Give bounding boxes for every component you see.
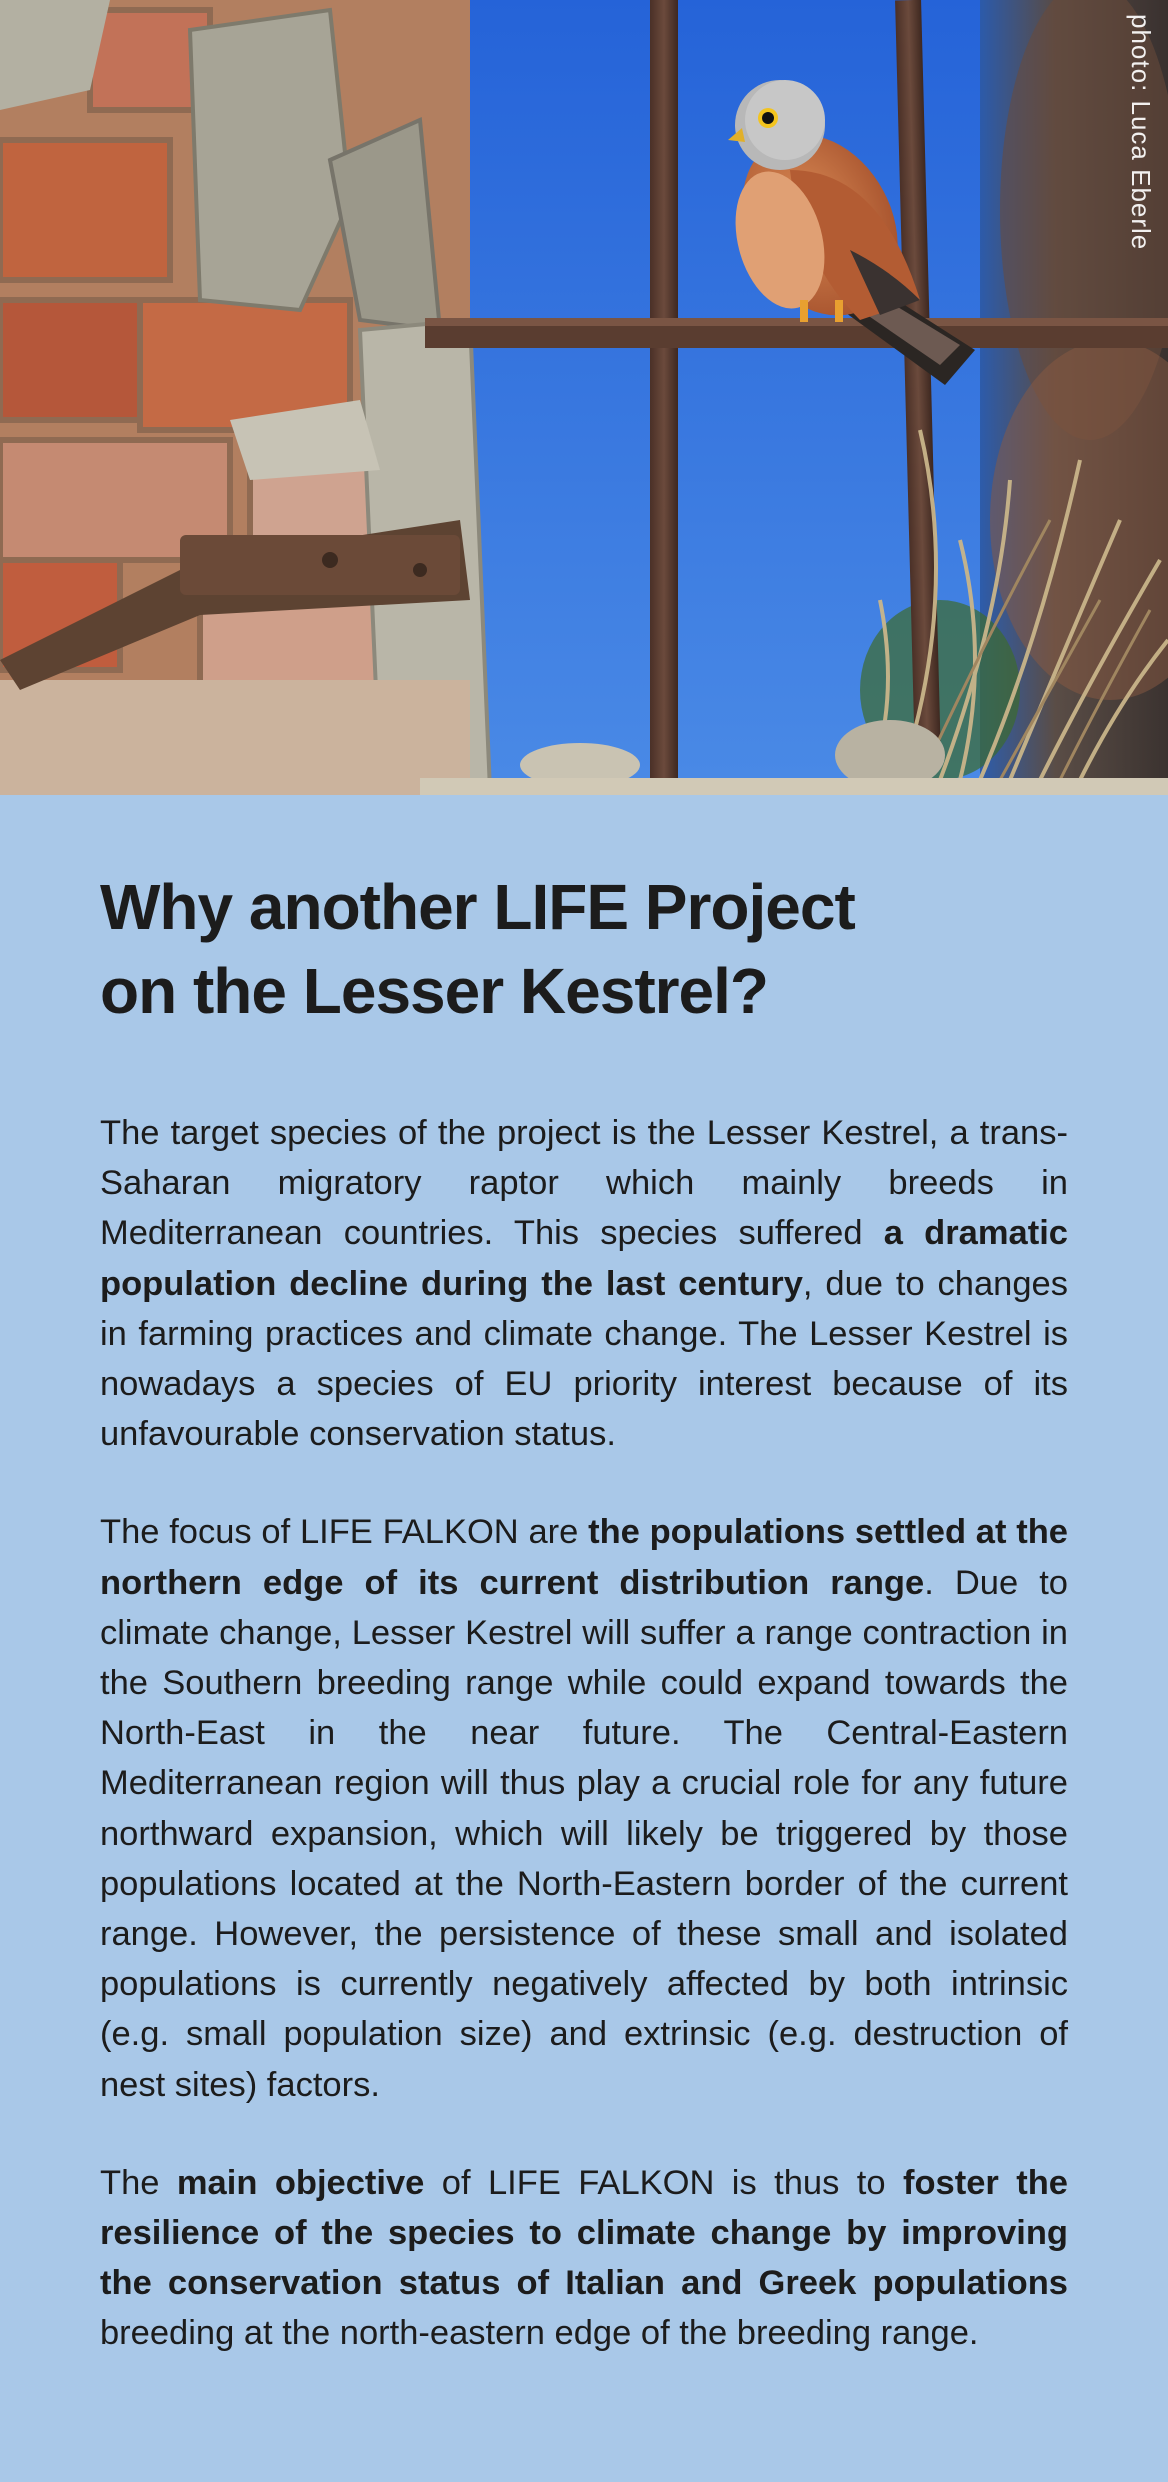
title-line-2: on the Lesser Kestrel? xyxy=(100,955,768,1027)
header-photo xyxy=(0,0,1168,795)
paragraph-1 xyxy=(100,1108,1068,1459)
photo-credit: photo: Luca Eberle xyxy=(1126,14,1156,251)
paragraph-1-run-2: a dramatic population decline during the last century xyxy=(100,1214,1068,1303)
paragraph-1-run-3: , due to changes in farming practices and climate change. The Lesser Kestrel is nowadays a species of EU priority interest because of its unfavourable conservation status. xyxy=(100,1264,1068,1454)
paragraph-2-run-2: the populations settled at the northern edge of its current distribution range xyxy=(100,1513,1068,1602)
paragraph-1-run-1: The target species of the project is the Lesser Kestrel, a trans-Saharan migratory raptor which mainly breeds in Mediterranean countries. This species suffered xyxy=(100,1114,1068,1253)
title-line-1: Why another LIFE Project xyxy=(100,871,855,943)
paragraph-2-run-1: The focus of LIFE FALKON are xyxy=(100,1513,589,1552)
paragraph-3-run-2: main objective xyxy=(176,2163,425,2202)
paragraph-2-run-3: . Due to climate change, Lesser Kestrel will suffer a range contraction in the Southern breeding range while could expand towards the North-East in the near future. The Central-Eastern Mediterranean region will thus play a crucial role for any future northward expansion, which will likely be triggered by those populations located at the North-Eastern border of the current range. However, the persistence of these small and isolated populations is currently negatively affected by both intrinsic (e.g. small population size) and extrinsic (e.g. destruction of nest sites) factors. xyxy=(100,1563,1068,2104)
page-title xyxy=(100,795,1068,1033)
paragraph-3-run-1: The xyxy=(100,2163,177,2202)
paragraph-3-run-4: foster the resilience of the species to climate change by improving the conservation status of Italian and Greek populations xyxy=(100,2163,1068,2303)
kestrel-photo-illustration xyxy=(0,0,1168,795)
article-content xyxy=(100,795,1068,2359)
paragraph-2 xyxy=(100,1507,1068,2109)
paragraph-3-run-3: of LIFE FALKON is thus to xyxy=(424,2163,903,2202)
paragraph-3-run-5: breeding at the north-eastern edge of the breeding range. xyxy=(100,2314,979,2353)
paragraph-3 xyxy=(100,2158,1068,2359)
